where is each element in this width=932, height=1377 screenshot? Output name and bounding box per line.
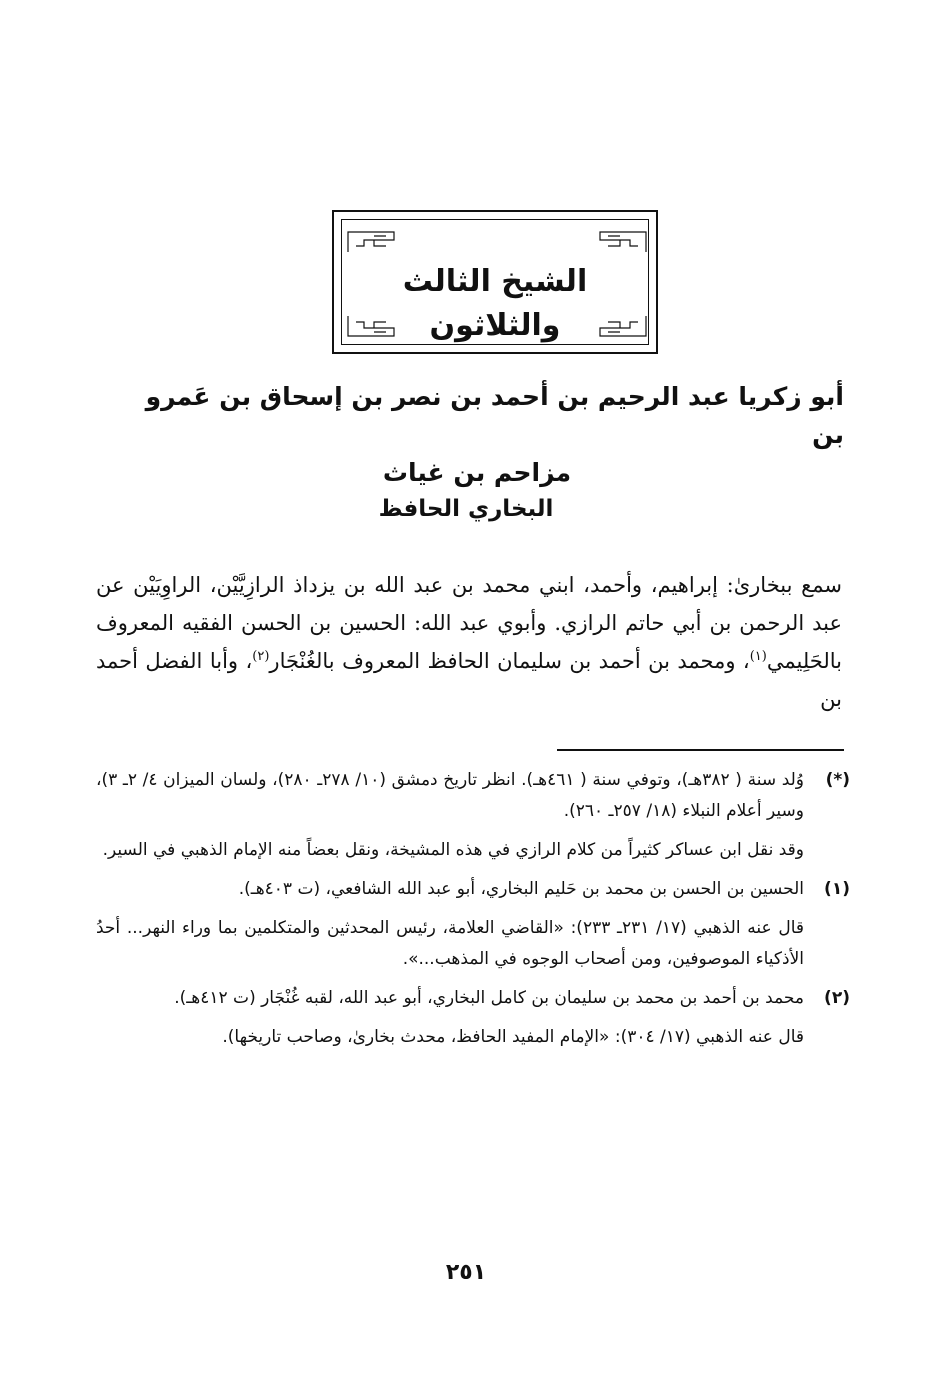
footnote-paragraph: وقد نقل ابن عساكر كثيراً من كلام الرازي في هذه المشيخة، ونقل بعضاً منه الإمام الذهبي في السير. bbox=[102, 840, 804, 860]
footnote-separator bbox=[557, 749, 844, 751]
title-frame bbox=[332, 210, 658, 354]
body-text-part-2: ، ومحمد بن أحمد بن سليمان الحافظ المعروف بالغُنْجَار bbox=[269, 649, 750, 673]
chapter-title: الشيخ الثالث والثلاثون bbox=[402, 264, 588, 343]
footnote-star bbox=[96, 765, 850, 866]
footnote-ref-1: (١) bbox=[749, 649, 767, 664]
full-name-heading bbox=[110, 378, 844, 492]
footnote-paragraph: محمد بن أحمد بن محمد بن سليمان بن كامل البخاري، أبو عبد الله، لقبه غُنْجَار (ت ٤١٢هـ). bbox=[174, 988, 804, 1008]
footnotes bbox=[96, 765, 850, 1061]
nisba-heading: البخاري الحافظ bbox=[378, 496, 554, 522]
footnote-paragraph: الحسين بن الحسن بن محمد بن حَليم البخاري، أبو عبد الله الشافعي، (ت ٤٠٣هـ). bbox=[238, 879, 804, 899]
full-name-line-2: مزاحم بن غياث bbox=[382, 458, 572, 487]
page-number: ٢٥١ bbox=[445, 1260, 487, 1285]
footnote-ref-2: (٢) bbox=[252, 649, 270, 664]
body-text-part-1: سمع ببخارىٰ: إبراهيم، وأحمد، ابني محمد بن عبد الله بن يزداذ الرازِيَّيْن، الراوِيَيْن عن عبد الرحمن بن أبي حاتم الرازي. وأبوي عبد الله: الحسين بن الحسن الفقيه المعروف بالحَلِيمي bbox=[96, 573, 842, 673]
footnote-paragraph: قال عنه الذهبي (١٧/ ٢٣١ـ ٢٣٣): «القاضي العلامة، رئيس المحدثين والمتكلمين بما وراء النهر... أحدُ الأذكياء الموصوفين، ومن أصحاب الوجوه في المذهب...». bbox=[96, 918, 805, 969]
footnote-paragraph: قال عنه الذهبي (١٧/ ٣٠٤): «الإمام المفيد الحافظ، محدث بخارىٰ، وصاحب تاريخها). bbox=[222, 1027, 804, 1047]
main-paragraph bbox=[96, 566, 842, 718]
footnote-mark: (*) bbox=[825, 770, 850, 790]
footnote-mark: (٢) bbox=[824, 988, 850, 1008]
footnote-1 bbox=[96, 874, 850, 975]
footnote-2 bbox=[96, 983, 850, 1053]
body-text-part-3: ، وأبا الفضل أحمد بن bbox=[96, 649, 842, 711]
footnote-mark: (١) bbox=[824, 879, 850, 899]
footnote-paragraph: وُلد سنة ( ٣٨٢هـ)، وتوفي سنة ( ٤٦١هـ). انظر تاريخ دمشق (١٠/ ٢٧٨ـ ٢٨٠)، ولسان الميزان ٤/ ٢ـ ٣)، وسير أعلام النبلاء (١٨/ ٢٥٧ـ ٢٦٠). bbox=[96, 770, 805, 821]
full-name-line-1: أبو زكريا عبد الرحيم بن أحمد بن نصر بن إسحاق بن عَمرو بن bbox=[145, 382, 844, 449]
